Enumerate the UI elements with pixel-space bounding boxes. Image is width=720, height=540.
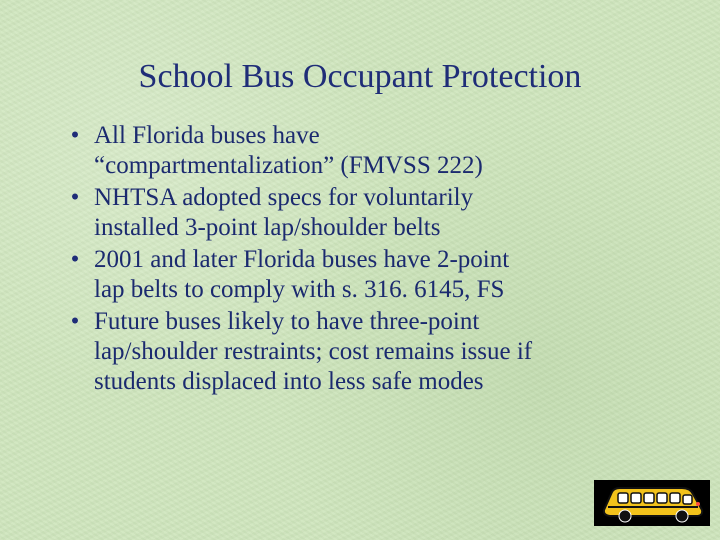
bullet-item xyxy=(66,183,676,243)
slide-title: School Bus Occupant Protection xyxy=(138,58,582,95)
bullet-item xyxy=(66,307,676,397)
bullet-item xyxy=(66,121,676,181)
bullet-line: Future buses likely to have three-point xyxy=(94,308,480,335)
bullet-marker: • xyxy=(70,308,80,335)
bullet-marker: • xyxy=(70,184,80,211)
bullet-line: lap/shoulder restraints; cost remains issue if xyxy=(94,338,533,365)
bullet-marker: • xyxy=(70,122,80,149)
bullet-list xyxy=(66,121,676,399)
bullet-line: students displaced into less safe modes xyxy=(94,368,484,395)
bullet-line: All Florida buses have xyxy=(94,122,320,149)
bullet-line: installed 3-point lap/shoulder belts xyxy=(94,214,441,241)
bullet-line: NHTSA adopted specs for voluntarily xyxy=(94,184,474,211)
bullet-item xyxy=(66,245,676,305)
school-bus-logo xyxy=(594,480,710,526)
bullet-line: lap belts to comply with s. 316. 6145, FS xyxy=(94,276,505,303)
bullet-line: “compartmentalization” (FMVSS 222) xyxy=(94,152,483,179)
bullet-marker: • xyxy=(70,246,80,273)
bullet-line: 2001 and later Florida buses have 2-point xyxy=(94,246,510,273)
school-bus-icon xyxy=(594,480,710,526)
